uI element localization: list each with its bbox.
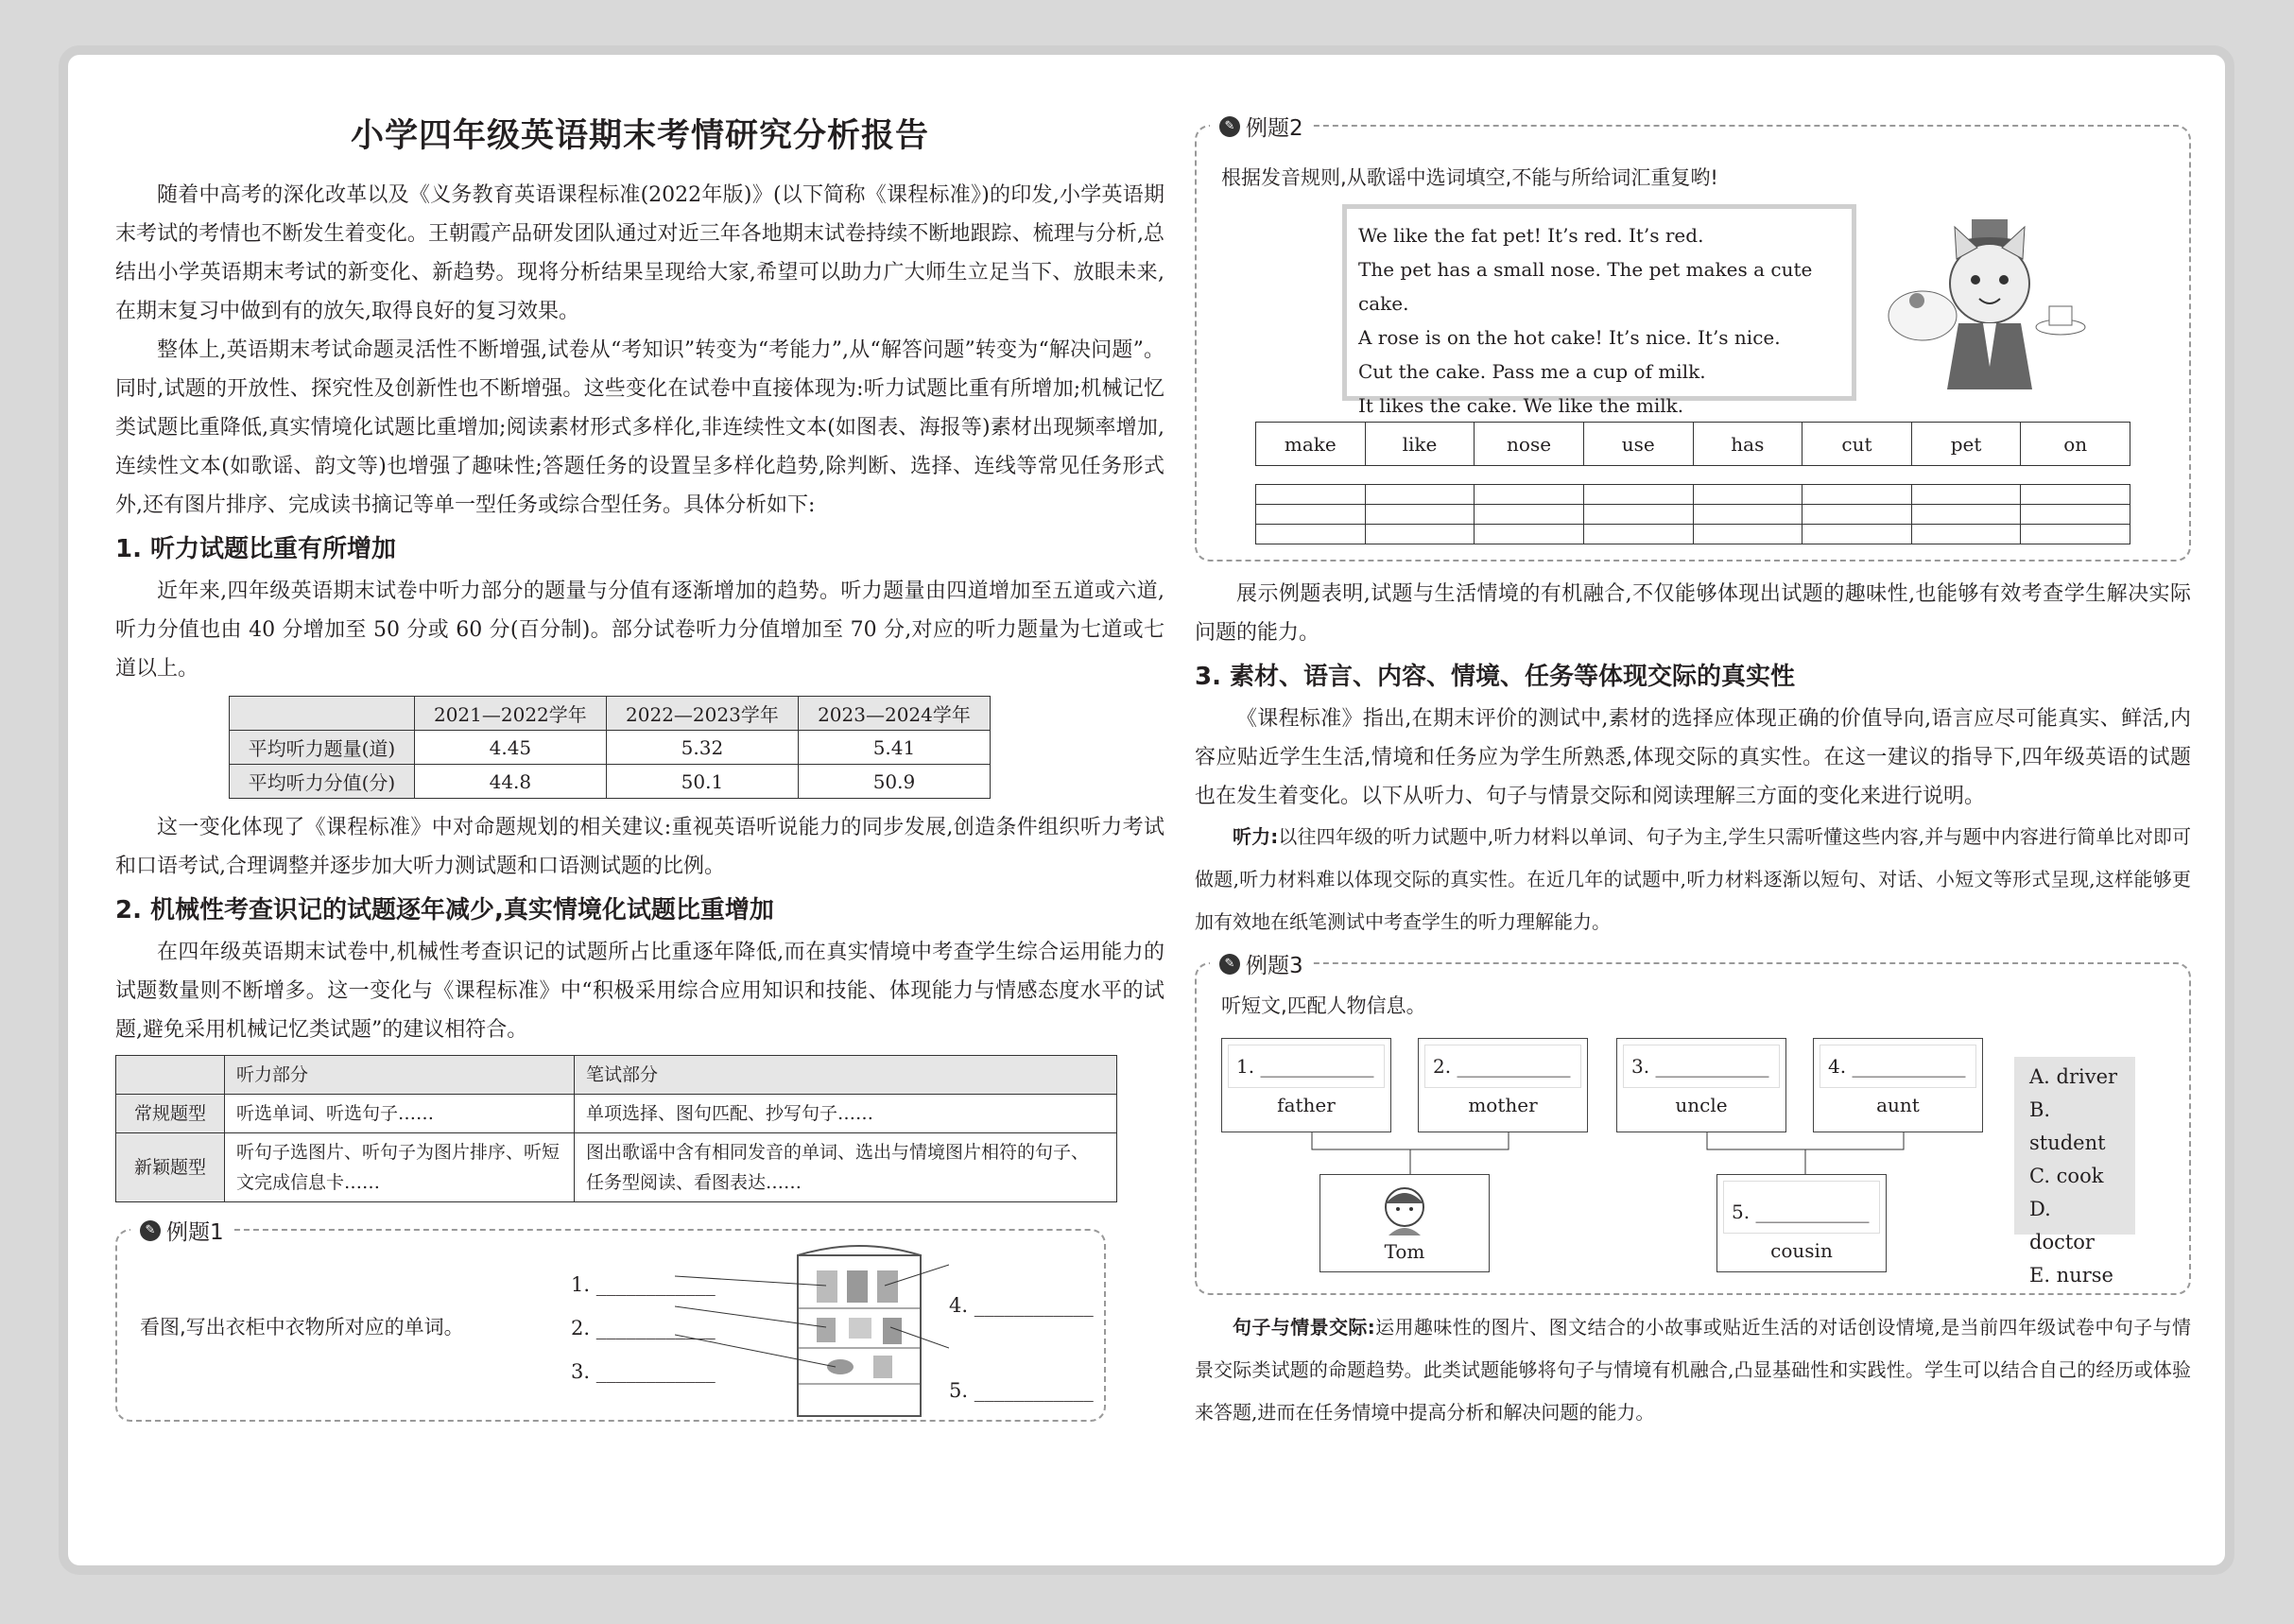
node-name: Tom	[1384, 1240, 1425, 1263]
node-name: father	[1277, 1094, 1336, 1116]
table-header: 2023—2024学年	[798, 697, 990, 731]
section-3-heading: 3. 素材、语言、内容、情境、任务等体现交际的真实性	[1195, 663, 1796, 691]
table-cell	[116, 1056, 225, 1095]
job-options	[2014, 1057, 2135, 1287]
question-type-table	[115, 1055, 1117, 1202]
row-label: 常规题型	[116, 1095, 225, 1133]
family-node-tom	[1319, 1174, 1490, 1272]
word-cell: like	[1365, 423, 1475, 466]
table-row	[116, 1133, 1117, 1202]
table-cell: 听句子选图片、听句子为图片排序、听短文完成信息卡……	[225, 1133, 575, 1202]
word-cell: use	[1583, 423, 1693, 466]
table-header: 笔试部分	[575, 1056, 1117, 1095]
sentence-paragraph	[1195, 1306, 2191, 1434]
option-item: A. driver	[2029, 1065, 2118, 1088]
intro-paragraph-2: 整体上,英语期末考试命题灵活性不断增强,试卷从“考知识”转变为“考能力”,从“解答问题”转变为“解决问题”。同时,试题的开放性、探究性及创新性也不断增强。这些变化在试卷中直接体现为:听力试题比重有所增加;机械记忆类试题比重降低,真实情境化试题比重增加;阅读素材形式多样化,非连续性文本(如图表、海报等)素材出现频率增加,连续性文本(如歌谣、韵文等)也增强了趣味性;答题任务的设置呈多样化趋势,除判断、选择、连线等常见任务形式外,还有图片排序、完成读书摘记等单一型任务或综合型任务。具体分析如下:	[115, 338, 1164, 517]
page-title: 小学四年级英语期末考情研究分析报告	[350, 117, 929, 155]
intro-paragraph-1: 随着中高考的深化改革以及《义务教育英语课程标准(2022年版)》(以下简称《课程标准》)的印发,小学英语期末考试的考情也不断发生着变化。王朝霞产品研发团队通过对近三年各地期末试卷持续不断地跟踪、梳理与分析,总结出小学英语期末考试的新变化、新趋势。现将分析结果呈现给大家,希望可以助力广大师生立足当下、放眼未来,在期末复习中做到有的放矢,取得良好的复习效果。	[115, 183, 1164, 323]
node-name: cousin	[1770, 1239, 1833, 1262]
word-table	[1255, 422, 2130, 466]
example-3-instruction: 听短文,匹配人物信息。	[1221, 994, 1426, 1017]
word-cell: make	[1256, 423, 1366, 466]
node-name: aunt	[1876, 1094, 1920, 1116]
blank-number: 3.	[571, 1360, 591, 1383]
option-item: D. doctor	[2029, 1198, 2095, 1253]
answer-blank[interactable]: 5. ____________	[1723, 1181, 1880, 1234]
table-cell: 听选单词、听选句子……	[225, 1095, 575, 1133]
table-header: 听力部分	[225, 1056, 575, 1095]
section-2-heading: 2. 机械性考查识记的试题逐年减少,真实情境化试题比重增加	[115, 896, 774, 924]
blank-number: 3.	[1631, 1055, 1650, 1078]
answer-blank[interactable]: 4. ____________	[1820, 1045, 1976, 1088]
family-node-uncle	[1616, 1038, 1786, 1132]
chant-box	[1342, 204, 1856, 417]
table-cell: 50.9	[798, 765, 990, 799]
section-1-paragraph: 近年来,四年级英语期末试卷中听力部分的题量与分值有逐渐增加的趋势。听力题量由四道增加至五道或六道,听力分值也由 40 分增加至 50 分或 60 分(百分制)。部分试卷听力分值增加至 70 分,对应的听力题量为七道或七道以上。	[115, 579, 1164, 681]
pen-icon: ✎	[140, 1220, 161, 1241]
wardrobe-illustration	[675, 1242, 949, 1420]
option-item: C. cook	[2029, 1165, 2104, 1187]
chant-line: It likes the cake. We like the milk.	[1358, 394, 1684, 417]
word-cell: has	[1693, 423, 1802, 466]
word-cell: pet	[1911, 423, 2021, 466]
row-label: 平均听力题量(道)	[230, 731, 415, 765]
family-node-father	[1221, 1038, 1391, 1132]
left-column	[115, 110, 1164, 1422]
word-cell: cut	[1802, 423, 1912, 466]
row-label: 新颖题型	[116, 1133, 225, 1202]
example-1-box	[115, 1220, 1106, 1422]
family-node-mother	[1418, 1038, 1588, 1132]
table-row	[116, 1095, 1117, 1133]
boy-avatar-icon	[1326, 1181, 1483, 1235]
blank-2[interactable]: 2. ____________	[571, 1317, 716, 1339]
table-row	[230, 731, 991, 765]
row-label: 平均听力分值(分)	[230, 765, 415, 799]
table-cell: 单项选择、图句匹配、抄写句子……	[575, 1095, 1117, 1133]
section-3-paragraph: 《课程标准》指出,在期末评价的测试中,素材的选择应体现正确的价值导向,语言应尽可能真实、鲜活,内容应贴近学生生活,情境和任务应为学生所熟悉,体现交际的真实性。在这一建议的指导下,四年级英语的试题也在发生着变化。以下从听力、句子与情景交际和阅读理解三方面的变化来进行说明。	[1195, 707, 2191, 808]
cat-waiter-illustration	[1885, 200, 2102, 399]
word-cell: on	[2021, 423, 2130, 466]
option-item: B. student	[2029, 1098, 2106, 1154]
section-1-heading: 1. 听力试题比重有所增加	[115, 535, 397, 563]
option-item: E. nurse	[2029, 1264, 2113, 1287]
answer-blank[interactable]: 2. ____________	[1424, 1045, 1581, 1088]
family-node-aunt	[1813, 1038, 1983, 1132]
table-cell: 5.32	[606, 731, 798, 765]
listening-label: 听力:	[1233, 825, 1279, 848]
example-1-badge	[130, 1215, 233, 1246]
answer-grid[interactable]	[1255, 484, 2130, 544]
blank-3[interactable]: 3. ____________	[571, 1360, 716, 1383]
right-blanks	[949, 1263, 1094, 1422]
table-cell: 图出歌谣中含有相同发音的单词、选出与情境图片相符的句子、任务型阅读、看图表达……	[575, 1133, 1117, 1202]
pen-icon: ✎	[1219, 954, 1240, 975]
chant-line: A rose is on the hot cake! It’s nice. It’s nice.	[1358, 326, 1781, 349]
example-label: 例题2	[1246, 116, 1303, 141]
blank-5[interactable]: 5. ____________	[949, 1379, 1094, 1402]
chant-line: Cut the cake. Pass me a cup of milk.	[1358, 360, 1706, 383]
example-2-box	[1195, 116, 2191, 561]
example-3-box	[1195, 954, 2191, 1295]
listening-stats-table	[229, 696, 991, 799]
example-label: 例题1	[166, 1220, 224, 1245]
table-cell: 5.41	[798, 731, 990, 765]
family-node-cousin	[1716, 1174, 1887, 1272]
blank-number: 1.	[571, 1273, 591, 1296]
listening-text: 以往四年级的听力试题中,听力材料以单词、句子为主,学生只需听懂这些内容,并与题中内容进行简单比对即可做题,听力材料难以体现交际的真实性。在近几年的试题中,听力材料逐渐以短句、对话、小短文等形式呈现,这样能够更加有效地在纸笔测试中考查学生的听力理解能力。	[1195, 825, 2191, 933]
sentence-label: 句子与情景交际:	[1233, 1316, 1375, 1339]
listening-paragraph	[1195, 816, 2191, 943]
pen-icon: ✎	[1219, 116, 1240, 137]
table-row	[230, 765, 991, 799]
node-name: uncle	[1675, 1094, 1728, 1116]
example-2-badge	[1210, 111, 1313, 142]
chant-line: The pet has a small nose. The pet makes a cute cake.	[1358, 258, 1813, 315]
blank-number: 4.	[1828, 1055, 1847, 1078]
section-1-paragraph-2: 这一变化体现了《课程标准》中对命题规划的相关建议:重视英语听说能力的同步发展,创造条件组织听力考试和口语考试,合理调整并逐步加大听力测试题和口语测试题的比例。	[115, 816, 1164, 878]
example-2-instruction: 根据发音规则,从歌谣中选词填空,不能与所给词汇重复哟!	[1221, 166, 1718, 189]
right-column	[1195, 108, 2191, 1434]
section-2-paragraph: 在四年级英语期末试卷中,机械性考查识记的试题所占比重逐年降低,而在真实情境中考查学生综合运用能力的试题数量则不断增多。这一变化与《课程标准》中“积极采用综合应用知识和技能、体现能力与情感态度水平的试题,避免采用机械记忆类试题”的建议相符合。	[115, 941, 1164, 1042]
example-1-instruction: 看图,写出衣柜中衣物所对应的单词。	[140, 1316, 464, 1339]
example-label: 例题3	[1246, 954, 1303, 978]
table-cell: 4.45	[414, 731, 606, 765]
word-cell: nose	[1475, 423, 1584, 466]
node-name: mother	[1468, 1094, 1538, 1116]
answer-blank[interactable]: 1. ____________	[1228, 1045, 1385, 1088]
blank-4[interactable]: 4. ____________	[949, 1294, 1094, 1317]
table-header: 2021—2022学年	[414, 697, 606, 731]
blank-number: 2.	[571, 1317, 591, 1339]
sentence-text: 运用趣味性的图片、图文结合的小故事或贴近生活的对话创设情境,是当前四年级试卷中句子与情景交际类试题的命题趋势。此类试题能够将句子与情境有机融合,凸显基础性和实践性。学生可以结合自己的经历或体验来答题,进而在任务情境中提高分析和解决问题的能力。	[1195, 1316, 2191, 1424]
table-cell	[230, 697, 415, 731]
report-page	[59, 45, 2234, 1575]
example-2-summary: 展示例题表明,试题与生活情境的有机融合,不仅能够体现出试题的趣味性,也能够有效考查学生解决实际问题的能力。	[1195, 582, 2191, 645]
table-cell: 50.1	[606, 765, 798, 799]
chant-line: We like the fat pet! It’s red. It’s red.	[1358, 224, 1704, 247]
blank-number: 4.	[949, 1294, 969, 1317]
blank-number: 5.	[1732, 1201, 1751, 1223]
answer-blank[interactable]: 3. ____________	[1623, 1045, 1780, 1088]
table-cell: 44.8	[414, 765, 606, 799]
table-header: 2022—2023学年	[606, 697, 798, 731]
blank-number: 2.	[1433, 1055, 1452, 1078]
blank-number: 5.	[949, 1379, 969, 1402]
blank-1[interactable]: 1. ____________	[571, 1273, 716, 1296]
blank-number: 1.	[1236, 1055, 1255, 1078]
